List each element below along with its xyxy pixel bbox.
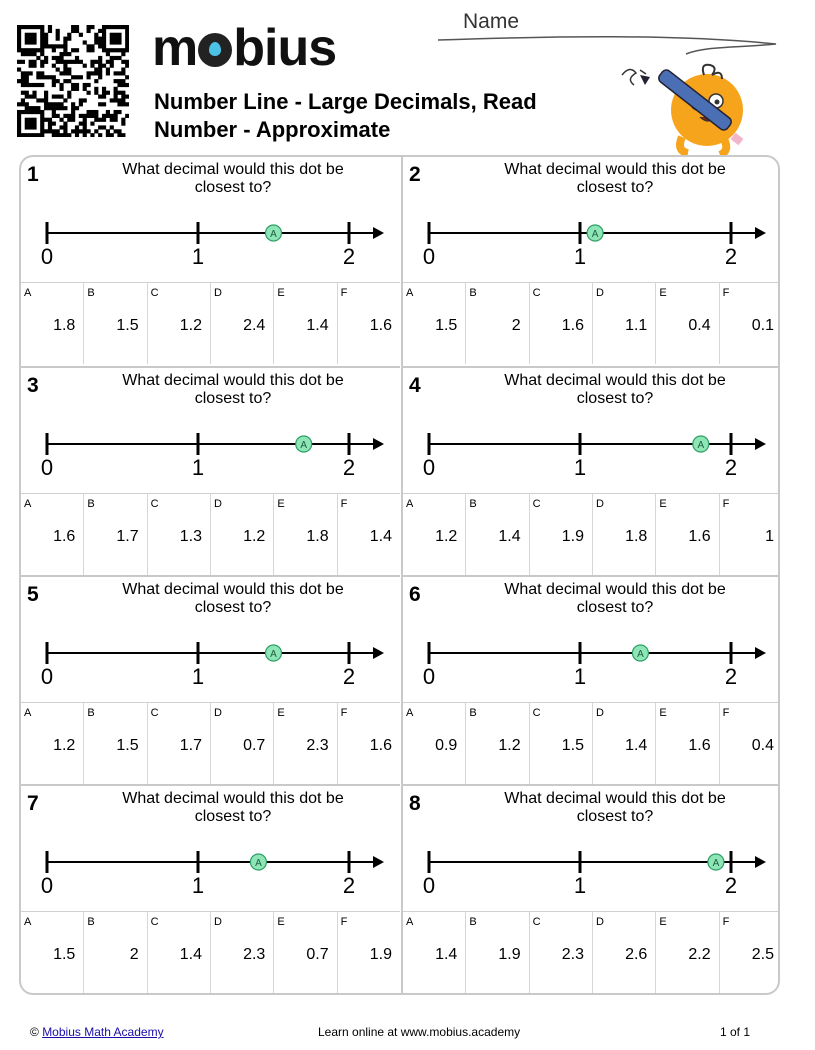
tick-label: 2 [724, 873, 738, 898]
option-value: 1.5 [116, 737, 139, 754]
point-marker-label: A [300, 440, 308, 451]
answer-choices [21, 911, 400, 993]
worksheet-title: Number Line - Large Decimals, Read Number - Approximate [154, 89, 537, 142]
brand-text-rest: bius [233, 19, 337, 77]
answer-option[interactable] [148, 912, 211, 993]
question-number: 2 [409, 163, 421, 186]
answer-option[interactable] [148, 283, 211, 364]
option-value: 1.8 [625, 528, 648, 545]
answer-option[interactable] [656, 494, 719, 575]
option-value: 2.3 [306, 737, 329, 754]
option-letter: F [722, 916, 730, 928]
option-value: 1.6 [688, 528, 711, 545]
option-value: 0.9 [435, 737, 458, 754]
option-letter: F [722, 287, 730, 299]
tick-label: 0 [422, 244, 436, 269]
tick-label: 2 [342, 664, 356, 689]
number-line [21, 418, 400, 482]
option-letter: E [277, 498, 285, 510]
page-counter: 1 of 1 [720, 1025, 751, 1039]
number-line [403, 207, 780, 271]
option-value: 2.4 [243, 317, 266, 334]
option-letter: F [722, 498, 730, 510]
option-letter: A [406, 287, 414, 299]
question-prompt: What decimal would this dot be closest to? [504, 161, 726, 196]
option-value: 1.4 [369, 528, 392, 545]
option-letter: D [213, 498, 222, 510]
option-value: 1.8 [306, 528, 329, 545]
question-prompt: What decimal would this dot be closest to? [504, 790, 726, 825]
tick-label: 1 [573, 244, 587, 269]
answer-option[interactable] [21, 283, 84, 364]
question-number: 6 [409, 583, 421, 606]
option-value: 1.2 [498, 737, 521, 754]
question-card [401, 366, 780, 575]
option-letter: D [213, 916, 222, 928]
tick-label: 1 [573, 664, 587, 689]
number-line [21, 836, 400, 900]
answer-choices [403, 911, 780, 993]
arrow-head-icon [373, 856, 384, 868]
point-marker-label: A [697, 440, 705, 451]
answer-option[interactable] [593, 283, 656, 364]
option-letter: B [469, 916, 477, 928]
academy-link[interactable]: Mobius Math Academy [42, 1025, 164, 1039]
answer-option[interactable] [21, 703, 84, 784]
option-value: 0.7 [243, 737, 266, 754]
answer-option[interactable] [84, 494, 147, 575]
option-value: 1.5 [53, 946, 76, 963]
tick-label: 1 [573, 873, 587, 898]
option-letter: E [659, 916, 667, 928]
answer-option[interactable] [84, 912, 147, 993]
option-letter: E [277, 287, 285, 299]
question-number: 7 [27, 792, 39, 815]
point-marker-label: A [255, 858, 262, 869]
option-letter: F [340, 287, 348, 299]
footer-copyright [30, 1025, 164, 1039]
tick-label: 2 [342, 455, 356, 480]
question-card [21, 784, 400, 993]
answer-option[interactable] [530, 283, 593, 364]
answer-choices [403, 493, 780, 575]
answer-choices [403, 702, 780, 784]
answer-option[interactable] [274, 703, 337, 784]
option-letter: C [532, 498, 541, 510]
tick-label: 0 [40, 455, 54, 480]
option-letter: D [213, 707, 222, 719]
option-value: 1.2 [435, 528, 458, 545]
option-value: 1.9 [498, 946, 521, 963]
answer-option[interactable] [530, 494, 593, 575]
tick-label: 0 [40, 664, 54, 689]
answer-option[interactable] [148, 703, 211, 784]
option-value: 1.6 [688, 737, 711, 754]
option-letter: B [469, 498, 477, 510]
question-card [21, 366, 400, 575]
answer-option[interactable] [21, 912, 84, 993]
brand-text-m: m [152, 19, 198, 77]
arrow-head-icon [755, 647, 766, 659]
question-prompt: What decimal would this dot be closest to? [122, 790, 344, 825]
question-number: 8 [409, 792, 421, 815]
answer-option[interactable] [720, 283, 780, 364]
answer-option[interactable] [403, 494, 466, 575]
option-letter: F [340, 498, 348, 510]
option-letter: E [277, 916, 285, 928]
answer-option[interactable] [338, 494, 400, 575]
tick-label: 0 [422, 873, 436, 898]
answer-option[interactable] [84, 283, 147, 364]
number-line [403, 418, 780, 482]
option-value: 2 [511, 317, 521, 334]
answer-option[interactable] [720, 912, 780, 993]
option-letter: B [469, 287, 477, 299]
option-value: 0.1 [751, 317, 774, 334]
arrow-head-icon [373, 227, 384, 239]
answer-option[interactable] [274, 912, 337, 993]
option-value: 1.1 [625, 317, 648, 334]
answer-choices [21, 282, 400, 364]
option-letter: A [24, 707, 32, 719]
tick-label: 2 [342, 873, 356, 898]
qr-code-icon [17, 25, 129, 137]
tick-label: 0 [40, 244, 54, 269]
answer-choices [403, 282, 780, 364]
answer-option[interactable] [403, 283, 466, 364]
worksheet-grid [19, 155, 780, 995]
tick-label: 0 [40, 873, 54, 898]
footer-center-text: Learn online at www.mobius.academy [318, 1025, 521, 1039]
arrow-head-icon [373, 438, 384, 450]
question-prompt: What decimal would this dot be closest to? [122, 581, 344, 616]
answer-option[interactable] [148, 494, 211, 575]
answer-option[interactable] [338, 912, 400, 993]
option-value: 1.4 [306, 317, 329, 334]
question-prompt: What decimal would this dot be closest to? [504, 372, 726, 407]
question-prompt: What decimal would this dot be closest to? [122, 161, 344, 196]
option-value: 1.5 [561, 737, 584, 754]
answer-option[interactable] [211, 283, 274, 364]
answer-option[interactable] [211, 703, 274, 784]
question-number: 5 [27, 583, 39, 606]
option-letter: F [340, 916, 348, 928]
answer-option[interactable] [530, 912, 593, 993]
question-card [401, 575, 780, 784]
tick-label: 2 [342, 244, 356, 269]
option-value: 1.4 [625, 737, 648, 754]
option-letter: E [277, 707, 285, 719]
option-letter: E [659, 287, 667, 299]
option-value: 1.7 [179, 737, 202, 754]
answer-option[interactable] [720, 703, 780, 784]
answer-option[interactable] [403, 703, 466, 784]
option-letter: B [87, 916, 95, 928]
question-prompt: What decimal would this dot be closest to? [504, 581, 726, 616]
option-letter: B [469, 707, 477, 719]
tick-label: 2 [724, 664, 738, 689]
answer-option[interactable] [338, 283, 400, 364]
option-value: 0.4 [751, 737, 774, 754]
option-letter: A [406, 916, 414, 928]
answer-option[interactable] [338, 703, 400, 784]
copyright-symbol: © [30, 1025, 39, 1039]
option-value: 1.4 [498, 528, 521, 545]
option-letter: A [406, 707, 414, 719]
answer-option[interactable] [403, 912, 466, 993]
option-value: 2 [129, 946, 139, 963]
question-number: 1 [27, 163, 39, 186]
option-value: 1.6 [561, 317, 584, 334]
answer-option[interactable] [466, 703, 529, 784]
arrow-head-icon [755, 227, 766, 239]
option-value: 1 [765, 528, 774, 545]
answer-option[interactable] [466, 283, 529, 364]
answer-option[interactable] [466, 494, 529, 575]
option-value: 1.8 [53, 317, 76, 334]
question-number: 4 [409, 374, 421, 397]
option-value: 1.5 [435, 317, 458, 334]
answer-option[interactable] [274, 283, 337, 364]
tick-label: 0 [422, 455, 436, 480]
option-value: 2.6 [625, 946, 648, 963]
answer-option[interactable] [656, 283, 719, 364]
answer-option[interactable] [656, 912, 719, 993]
answer-option[interactable] [274, 494, 337, 575]
point-marker-label: A [712, 858, 720, 869]
mascot-icon [612, 55, 762, 155]
number-line [403, 627, 780, 691]
option-letter: D [595, 707, 604, 719]
answer-option[interactable] [720, 494, 780, 575]
option-letter: C [532, 916, 541, 928]
option-value: 2.2 [688, 946, 711, 963]
option-letter: A [24, 498, 32, 510]
question-prompt: What decimal would this dot be closest to? [122, 372, 344, 407]
option-letter: D [213, 287, 222, 299]
option-letter: C [150, 287, 159, 299]
answer-choices [21, 493, 400, 575]
option-value: 1.9 [369, 946, 392, 963]
option-value: 2.5 [751, 946, 774, 963]
point-marker-label: A [591, 229, 599, 240]
option-letter: F [722, 707, 730, 719]
option-value: 1.5 [116, 317, 139, 334]
option-letter: C [150, 707, 159, 719]
question-card [401, 784, 780, 993]
option-value: 2.3 [243, 946, 266, 963]
option-value: 0.7 [306, 946, 329, 963]
answer-option[interactable] [466, 912, 529, 993]
option-letter: D [595, 498, 604, 510]
tick-label: 1 [191, 455, 205, 480]
option-letter: F [340, 707, 348, 719]
brand-logo [152, 19, 337, 77]
answer-option[interactable] [211, 494, 274, 575]
option-letter: D [595, 916, 604, 928]
option-letter: A [24, 287, 32, 299]
point-marker-label: A [637, 649, 644, 660]
option-value: 1.6 [369, 317, 392, 334]
option-value: 1.6 [53, 528, 76, 545]
option-value: 1.2 [243, 528, 266, 545]
tick-label: 1 [191, 873, 205, 898]
option-letter: C [150, 916, 159, 928]
tick-label: 1 [573, 455, 587, 480]
option-letter: B [87, 707, 95, 719]
option-letter: C [532, 287, 541, 299]
question-card [21, 575, 400, 784]
option-letter: C [532, 707, 541, 719]
number-line [21, 207, 400, 271]
option-value: 1.2 [53, 737, 76, 754]
option-value: 1.4 [435, 946, 458, 963]
question-card [401, 157, 780, 366]
option-letter: C [150, 498, 159, 510]
option-value: 1.9 [561, 528, 584, 545]
tick-label: 2 [724, 244, 738, 269]
question-number: 3 [27, 374, 39, 397]
option-value: 1.2 [179, 317, 202, 334]
option-letter: B [87, 498, 95, 510]
option-letter: A [24, 916, 32, 928]
tick-label: 0 [422, 664, 436, 689]
option-value: 1.4 [179, 946, 202, 963]
question-card [21, 157, 400, 366]
option-letter: D [595, 287, 604, 299]
answer-option[interactable] [530, 703, 593, 784]
answer-option[interactable] [593, 494, 656, 575]
option-letter: E [659, 707, 667, 719]
tick-label: 1 [191, 664, 205, 689]
arrow-head-icon [373, 647, 384, 659]
arrow-head-icon [755, 438, 766, 450]
option-value: 1.6 [369, 737, 392, 754]
answer-option[interactable] [211, 912, 274, 993]
option-letter: A [406, 498, 414, 510]
option-value: 1.3 [179, 528, 202, 545]
point-marker-label: A [270, 649, 277, 660]
answer-option[interactable] [593, 703, 656, 784]
brand-drop-icon [198, 33, 232, 67]
number-line [403, 836, 780, 900]
answer-choices [21, 702, 400, 784]
name-label: Name [463, 10, 520, 33]
point-marker-label: A [270, 229, 277, 240]
option-letter: E [659, 498, 667, 510]
tick-label: 1 [191, 244, 205, 269]
answer-option[interactable] [593, 912, 656, 993]
option-value: 1.7 [116, 528, 139, 545]
option-letter: B [87, 287, 95, 299]
arrow-head-icon [755, 856, 766, 868]
number-line [21, 627, 400, 691]
answer-option[interactable] [84, 703, 147, 784]
answer-option[interactable] [21, 494, 84, 575]
tick-label: 2 [724, 455, 738, 480]
option-value: 2.3 [561, 946, 584, 963]
option-value: 0.4 [688, 317, 711, 334]
answer-option[interactable] [656, 703, 719, 784]
